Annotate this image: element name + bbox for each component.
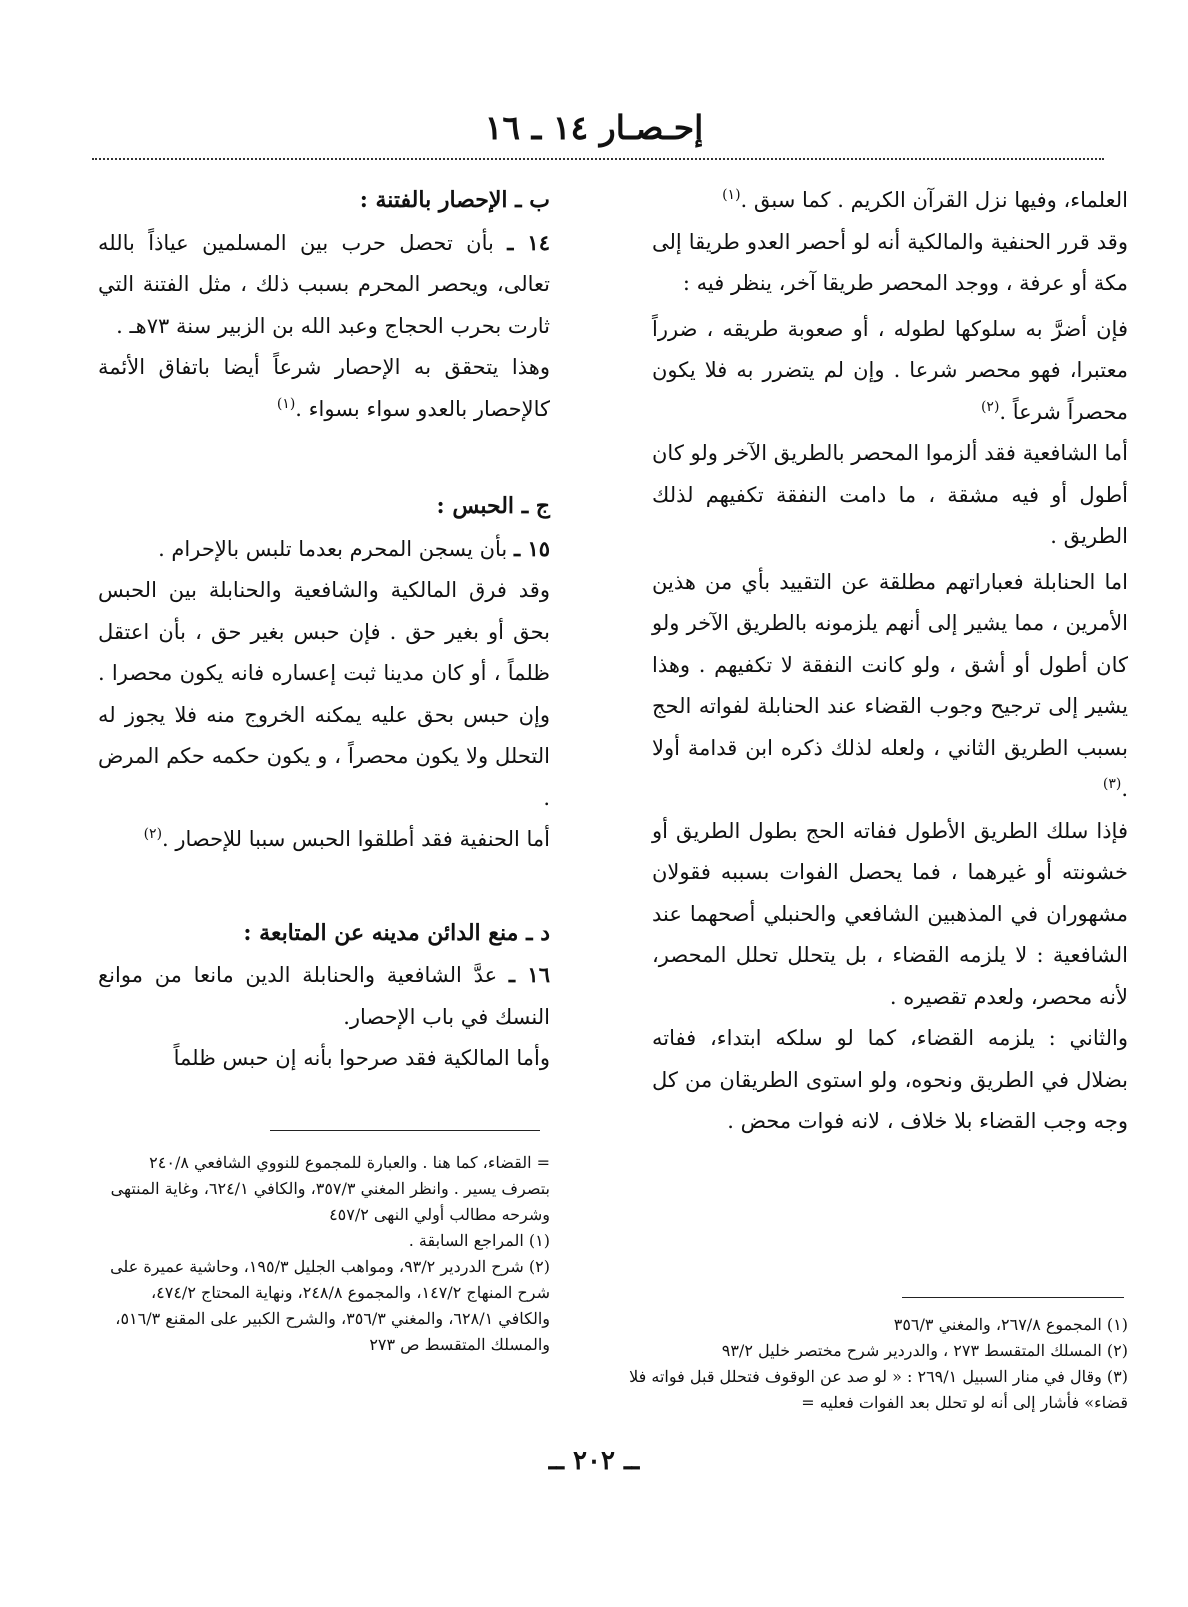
- paragraph: اما الحنابلة فعباراتهم مطلقة عن التقييد بأي من هذين الأمرين ، مما يشير إلى أنهم يلزمونه بالطريق الآخر ولو كان أطول أو أشق ، ولو كانت النفقة لا تكفيهم . وهذا يشير إلى ترجيح وجوب القضاء عند الحنابلة لفواته الحج بسبب الطريق الثاني ، ولعله لذلك ذكره ابن قدامة أولا .$^{(٣)}$: [652, 569, 1128, 801]
- footnote: (٣) وقال في منار السبيل ٢٦٩/١ : « لو صد عن الوقوف فتحلل قبل فواته فلا قضاء» فأشار إلى أنه لو تحلل بعد الفوات فعليه =: [629, 1367, 1128, 1412]
- paragraph-number: ١٤ ـ: [507, 229, 550, 255]
- footnotes-right: [628, 1312, 1128, 1416]
- paragraph: فإذا سلك الطريق الأطول ففاته الحج بطول الطريق أو خشونته أو غيرهما ، فما يحصل الفوات بسببه فقولان مشهوران في المذهبين الشافعي والحنبلي أصحهما عند الشافعية : لا يلزمه القضاء ، بل يتحلل تحلل المحصر، لأنه محصر، ولعدم تقصيره .: [652, 818, 1128, 1009]
- paragraph: والثاني : يلزمه القضاء، كما لو سلكه ابتداء، ففاته بضلال في الطريق ونحوه، ولو استوى الطريقان من كل وجه وجب القضاء بلا خلاف ، لانه فوات محض .: [652, 1026, 1128, 1133]
- footnote-ref: (٣): [1102, 776, 1122, 792]
- paragraph: أما الحنفية فقد أطلقوا الحبس سببا للإحصار .$^{(٢)}$: [143, 826, 550, 851]
- footnote: (٢) المسلك المتقسط ٢٧٣ ، والدردير شرح مختصر خليل ٩٣/٢: [721, 1341, 1128, 1360]
- paragraph: فإن أضرَّ به سلوكها لطوله ، أو صعوبة طريقه ، ضرراً معتبرا، فهو محصر شرعا . وإن لم يتضرر به فلا يكون محصراً شرعاً .$^{(٢)}$: [652, 316, 1128, 424]
- paragraph-number: ١٥ ـ: [513, 535, 550, 561]
- header-divider: [92, 158, 1104, 160]
- paragraph-number: ١٦ ـ: [508, 962, 550, 987]
- paragraph: وقد قرر الحنفية والمالكية أنه لو أحصر العدو طريقا إلى مكة أو عرفة ، ووجد المحصر طريقا آخر، ينظر فيه :: [652, 229, 1128, 295]
- footnotes-left: [98, 1150, 550, 1358]
- paragraph: ١٤ ـ بأن تحصل حرب بين المسلمين عياذاً بالله تعالى، ويحصر المحرم بسبب ذلك ، مثل الفتنة التي ثارت بحرب الحجاج وعبد الله بن الزبير سنة ٧٣هـ .: [98, 229, 550, 338]
- spacer: [98, 861, 550, 913]
- footnote: (١) المراجع السابقة .: [408, 1231, 550, 1250]
- footnote-ref: (١): [722, 187, 741, 203]
- footnote-ref: (٢): [143, 826, 163, 842]
- paragraph: ١٦ ـ عدَّ الشافعية والحنابلة الدين مانعا من موانع النسك في باب الإحصار.: [98, 962, 550, 1029]
- section-heading: ب ـ الإحصار بالفتنة :: [359, 187, 550, 213]
- section-heading: ج ـ الحبس :: [436, 493, 550, 519]
- footnote-ref: (٢): [980, 398, 1000, 415]
- page-number: ــ ٢٠٢ ــ: [548, 1446, 640, 1476]
- footnote: (٢) شرح الدردير ٩٣/٢، ومواهب الجليل ١٩٥/٣، وحاشية عميرة على شرح المنهاج ١٤٧/٢، والمجموع ٢٤٨/٨، ونهاية المحتاج ٤٧٤/٢، والكافي ٦٢٨/١، والمغني ٣٥٦/٣، والشرح الكبير على المقنع ٥١٦/٣، والمسلك المتقسط ص ٢٧٣: [110, 1257, 550, 1354]
- left-column: [98, 180, 550, 1080]
- footnote: (١) المجموع ٢٦٧/٨، والمغني ٣٥٦/٣: [893, 1315, 1128, 1334]
- footnote-ref: (١): [276, 395, 296, 412]
- footnote-divider: [270, 1130, 540, 1131]
- paragraph: وهذا يتحقق به الإحصار شرعاً أيضا باتفاق الأئمة كالإحصار بالعدو سواء بسواء .$^{(١)}$: [98, 355, 550, 421]
- section-heading: د ـ منع الدائن مدينه عن المتابعة :: [243, 919, 550, 946]
- spacer: [98, 430, 550, 486]
- paragraph: ١٥ ـ بأن يسجن المحرم بعدما تلبس بالإحرام .: [158, 535, 550, 561]
- right-column: [652, 180, 1128, 1143]
- footnote: = القضاء، كما هنا . والعبارة للمجموع للنووي الشافعي ٢٤٠/٨ بتصرف يسير . وانظر المغني ٣٥٧/٣، والكافي ٦٢٤/١، وغاية المنتهى وشرحه مطالب أولي النهى ٤٥٧/٢: [110, 1153, 550, 1224]
- footnote-divider: [902, 1297, 1124, 1298]
- page-title: إحـصـار ١٤ ـ ١٦: [484, 108, 704, 147]
- paragraph: العلماء، وفيها نزل القرآن الكريم . كما سبق .$^{(١)}$: [722, 187, 1128, 212]
- paragraph: أما الشافعية فقد ألزموا المحصر بالطريق الآخر ولو كان أطول أو فيه مشقة ، ما دامت النفقة تكفيهم لذلك الطريق .: [652, 441, 1128, 548]
- paragraph: وقد فرق المالكية والشافعية والحنابلة بين الحبس بحق أو بغير حق . فإن حبس بغير حق ، بأن اعتقل ظلماً ، أو كان مدينا ثبت إعساره فانه يكون محصرا . وإن حبس بحق عليه يمكنه الخروج منه فلا يجوز له التحلل ولا يكون محصراً ، و يكون حكمه حكم المرض .: [98, 578, 550, 810]
- paragraph: وأما المالكية فقد صرحوا بأنه إن حبس ظلماً: [173, 1046, 550, 1070]
